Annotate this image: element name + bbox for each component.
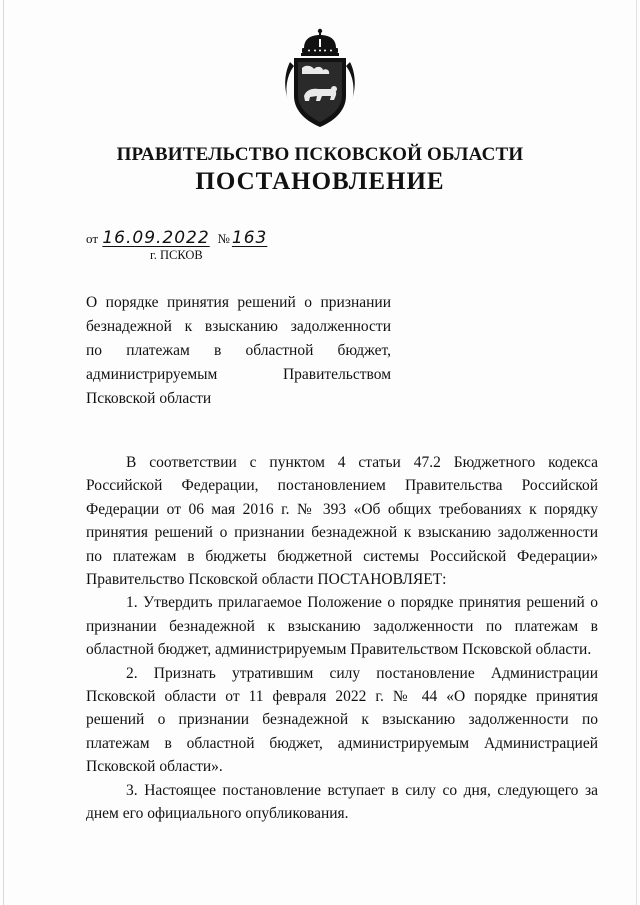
date-number-line [86,228,276,248]
clause-paragraph: 3. Настоящее постановление вступает в силу со дня, следующего за днем его официального опубликования. [86,781,598,823]
subject-line: по платежам в областной бюджет, [86,342,391,359]
scan-edge-left [3,0,4,905]
subject-line: администрируемым Правительством [86,366,391,383]
document-type-title: ПОСТАНОВЛЕНИЕ [195,168,445,195]
scan-edge-right [636,0,637,905]
date-value: 16.09.2022 [102,228,210,248]
subject-line: Псковской области [86,390,212,407]
clause-paragraph: 1. Утвердить прилагаемое Положение о порядке принятия решений о признании безнадежной к взысканию задолженности по платежам в областной бюджет, администрируемым Правительством Псковской области. [86,594,598,659]
subject-line: О порядке принятия решений о признании [86,294,391,311]
number-label: № [217,231,230,246]
document-body [86,451,598,826]
city-label: г. ПСКОВ [150,248,203,262]
preamble-paragraph: В соответствии с пунктом 4 статьи 47.2 Бюджетного кодекса Российской Федерации, постановлением Правительства Российской Федерации от 06 мая 2016 г. № 393 «Об общих требованиях к порядку принятия решений о признании безнадежной к взысканию задолженности по платежам в бюджеты бюджетной системы Российской Федерации» Правительство Псковской области ПОСТАНОВЛЯЕТ: [86,454,598,589]
coat-of-arms-icon [282,26,358,130]
subject-line: безнадежной к взысканию задолженности [86,318,391,335]
clause-paragraph: 2. Признать утратившим силу постановление Администрации Псковской области от 11 февраля 2022 г. № 44 «О порядке принятия решений о признании безнадежной к взысканию задолженности по платежам в областной бюджет, администрируемым Администрацией Псковской области». [86,664,598,776]
document-subject [86,291,391,411]
date-label: от [86,231,99,246]
number-value: 163 [231,228,268,248]
government-title: ПРАВИТЕЛЬСТВО ПСКОВСКОЙ ОБЛАСТИ [116,144,524,165]
